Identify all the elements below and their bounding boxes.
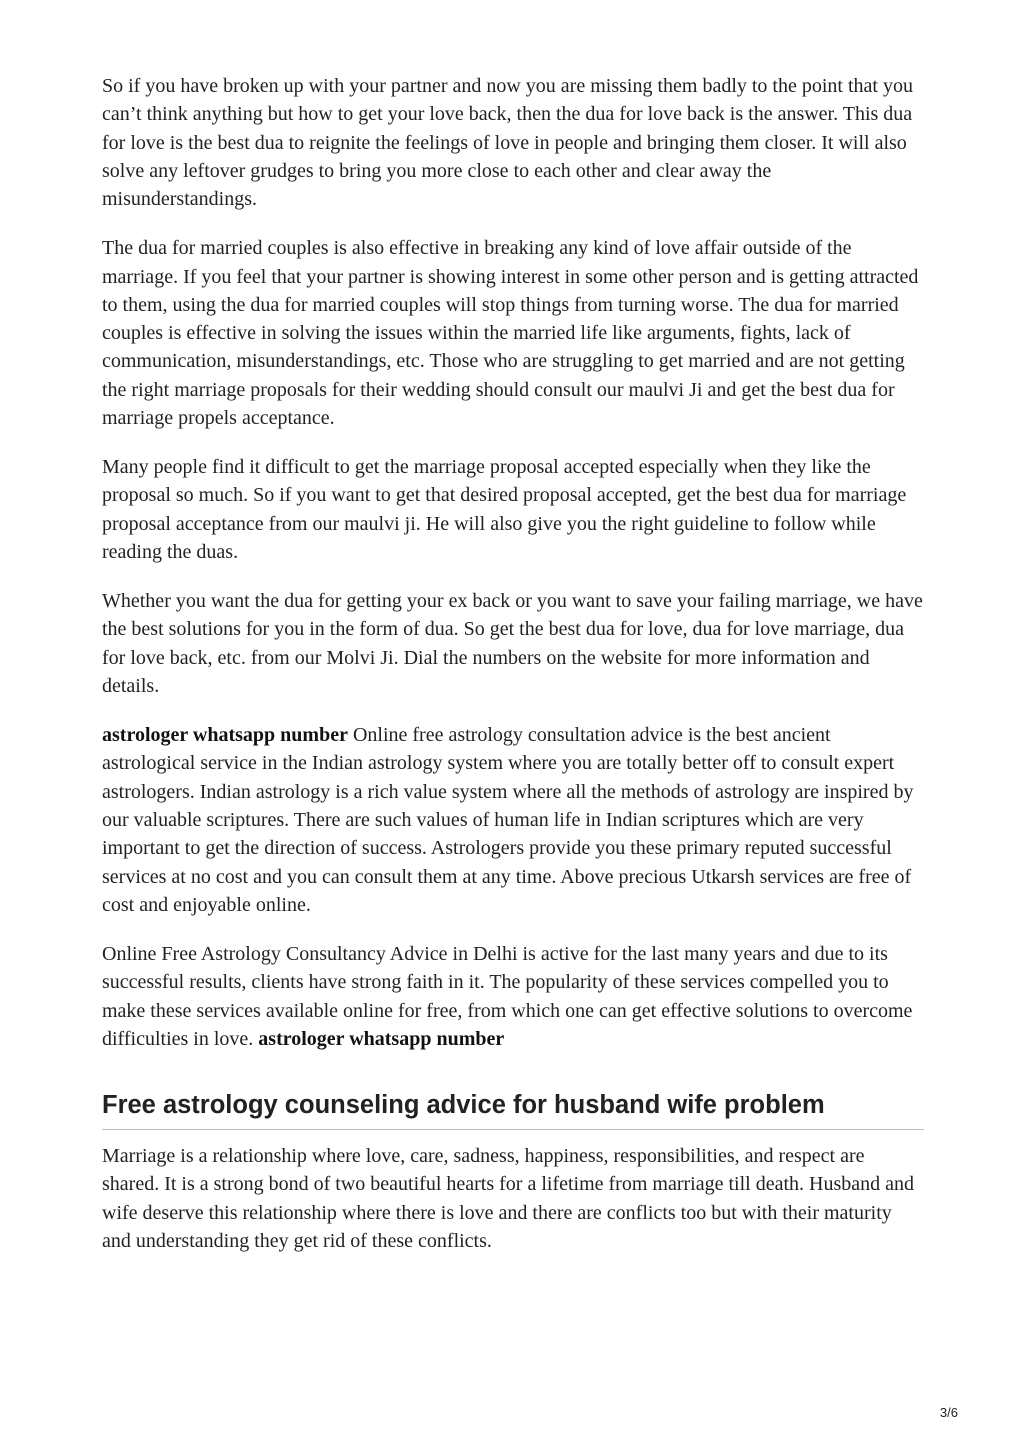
paragraph-married-couples: The dua for married couples is also effective in breaking any kind of love affair outside of the marriage. If you feel that your partner is showing interest in some other person and is getting attracted to them, using the dua for married couples will stop things from turning worse. The dua for married couples is effective in solving the issues within the married life like arguments, fights, lack of communication, misunderstandings, etc. Those who are struggling to get married and are not getting the right marriage proposals for their wedding should consult our maulvi Ji and get the best dua for marriage propels acceptance. (102, 237, 919, 430)
page-number: 3/6 (939, 1405, 958, 1420)
paragraph-astrology-consultation-text: Online free astrology consultation advice is the best ancient astrological service in the Indian astrology system where you are totally better off to consult expert astrologers. Indian astrology is a rich value system where all the methods of astrology are inspired by our valuable scriptures. There are such values of human life in Indian scriptures which are very important to get the direction of success. Astrologers provide you these primary reputed successful services at no cost and you can consult them at any time. Above precious Utkarsh services are free of cost and enjoyable online. (102, 724, 914, 916)
paragraph-ex-back: Whether you want the dua for getting your ex back or you want to save your failing marriage, we have the best solutions for you in the form of dua. So get the best dua for love, dua for love marriage, dua for love back, etc. from our Molvi Ji. Dial the numbers on the website for more information and details. (102, 590, 923, 698)
paragraph-proposal-acceptance: Many people find it difficult to get the marriage proposal accepted especially when they like the proposal so much. So if you want to get that desired proposal accepted, get the best dua for marriage proposal acceptance from our maulvi ji. He will also give you the right guideline to follow while reading the duas. (102, 456, 907, 564)
paragraph-marriage-relationship: Marriage is a relationship where love, care, sadness, happiness, responsibilities, and respect are shared. It is a strong bond of two beautiful hearts for a lifetime from marriage till death. Husband and wife deserve this relationship where there is love and there are conflicts too but with their maturity and understanding they get rid of these conflicts. (102, 1145, 914, 1253)
paragraph-astrology-consultation (102, 721, 924, 919)
article-body (102, 72, 924, 1276)
paragraph-delhi-consultancy (102, 940, 924, 1053)
paragraph-delhi-consultancy-text: Online Free Astrology Consultancy Advice in Delhi is active for the last many years and due to its successful results, clients have strong faith in it. The popularity of these services compelled you to make these services available online for free, from which one can get effective solutions to overcome difficulties in love. (102, 943, 913, 1050)
astrologer-whatsapp-link-lead[interactable]: astrologer whatsapp number (102, 724, 348, 747)
section-heading: Free astrology counseling advice for husband wife problem (102, 1089, 924, 1130)
paragraph-love-back: So if you have broken up with your partner and now you are missing them badly to the point that you can’t think anything but how to get your love back, then the dua for love back is the answer. This dua for love is the best dua to reignite the feelings of love in people and bringing them closer. It will also solve any leftover grudges to bring you more close to each other and clear away the misunderstandings. (102, 75, 913, 211)
astrologer-whatsapp-link-tail[interactable]: astrologer whatsapp number (258, 1027, 505, 1050)
